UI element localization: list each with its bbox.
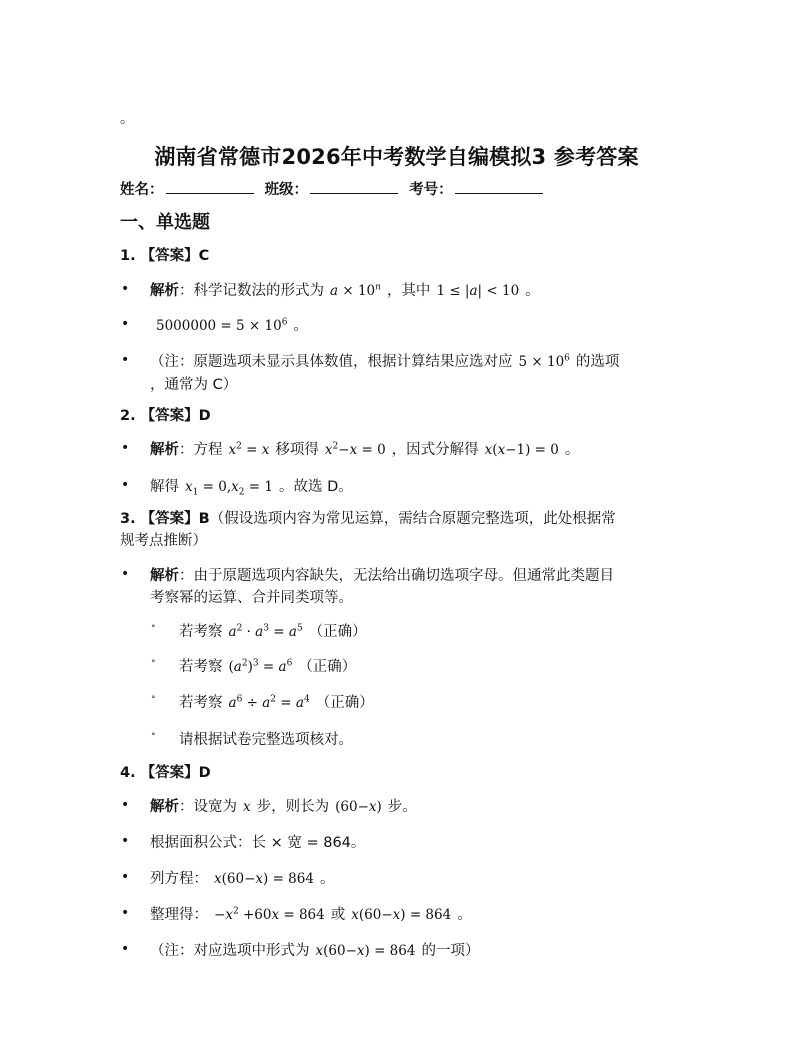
q1-calculation: $5000000 = 5 \times 10^6$ 。 <box>156 317 308 334</box>
formula: 1 ≤ |a| < 10 <box>436 283 520 299</box>
exam-no-blank[interactable] <box>455 179 543 194</box>
page-title: 湖南省常德市2026年中考数学自编模拟3 参考答案 <box>154 145 639 169</box>
bullet-icon: • <box>121 566 130 582</box>
class-blank[interactable] <box>310 179 398 194</box>
sub-bullet-icon: ° <box>151 695 156 705</box>
formula: $5 \times 10^6$ <box>518 353 570 370</box>
formula: a × 10$^n$ <box>330 282 381 299</box>
q4-explanation: 解析：设宽为 x 步，则长为 (60−x) 步。 <box>150 799 417 815</box>
name-label: 姓名： <box>120 182 164 198</box>
q1-note-line2: ，通常为 C） <box>150 377 238 393</box>
formula: $(a^2)^3 = a^6$ <box>228 658 293 675</box>
bullet-icon: • <box>121 797 130 813</box>
formula: $x^2 = x$ <box>228 441 270 458</box>
q3-explanation-line2: 考察幂的运算、合并同类项等。 <box>150 590 353 606</box>
q2-solution: 解得 $x_1 = 0,x_2 = 1$ 。故选 D。 <box>150 479 353 498</box>
formula: x <box>243 799 251 815</box>
q4-answer-heading: 4. 【答案】D <box>120 765 211 781</box>
stray-mark: 。 <box>120 111 134 127</box>
bullet-icon: • <box>121 869 130 885</box>
formula: $-x^2 +60x = 864$ <box>214 906 325 923</box>
q2-explanation: 解析：方程 $x^2 = x$ 移项得 $x^2-x = 0$ ，因式分解得 x(x−1) = 0 。 <box>150 441 580 458</box>
q4-note: （注：对应选项中形式为 x(60−x) = 864 的一项） <box>150 943 480 959</box>
bullet-icon: • <box>121 281 130 297</box>
sub-bullet-icon: ° <box>151 659 156 669</box>
formula: $x^2-x = 0$ <box>324 441 386 458</box>
bullet-icon: • <box>121 833 130 849</box>
q3-explanation: 解析：由于原题选项内容缺失，无法给出确切选项字母。但通常此类题目 <box>150 568 614 584</box>
sub-bullet-icon: ° <box>151 624 156 634</box>
sub-bullet-icon: ° <box>151 732 156 742</box>
q4-simplify: 整理得： $-x^2 +60x = 864$ 或 x(60−x) = 864 。 <box>150 906 472 923</box>
q3-case-3: 若考察 $a^6 \div a^2 = a^4$ （正确） <box>179 694 374 711</box>
q1-explanation: 解析：科学记数法的形式为 a × 10$^n$ ，其中 1 ≤ |a| < 10 。 <box>150 282 540 299</box>
q4-equation: 列方程： x(60−x) = 864 。 <box>150 871 335 887</box>
formula: (60−x) <box>335 799 382 815</box>
exam-no-label: 考号： <box>409 182 453 198</box>
formula: $a^2 \cdot a^3 = a^5$ <box>228 623 303 640</box>
formula: x(60−x) = 864 <box>315 943 416 959</box>
bullet-icon: • <box>121 941 130 957</box>
bullet-icon: • <box>121 440 130 456</box>
q3-case-2: 若考察 $(a^2)^3 = a^6$ （正确） <box>179 658 357 675</box>
q2-answer-heading: 2. 【答案】D <box>120 408 211 424</box>
formula: x(60−x) = 864 <box>214 871 314 887</box>
formula: x(60−x) = 864 <box>351 907 452 923</box>
bullet-icon: • <box>121 905 130 921</box>
q4-area-formula: 根据面积公式：长 × 宽 = 864。 <box>150 835 366 851</box>
formula: $a^6 \div a^2 = a^4$ <box>228 694 310 711</box>
student-info-line <box>120 178 549 199</box>
formula: $x_1 = 0,x_2 = 1$ <box>185 479 273 498</box>
q1-note: （注：原题选项未显示具体数值，根据计算结果应选对应 $5 \times 10^6$ 的选项 <box>150 353 620 370</box>
bullet-icon: • <box>121 352 130 368</box>
name-blank[interactable] <box>166 179 254 194</box>
formula: x(x−1) = 0 <box>484 442 559 458</box>
section-title: 一、单选题 <box>120 212 210 233</box>
q3-case-1: 若考察 $a^2 \cdot a^3 = a^5$ （正确） <box>179 623 367 640</box>
bullet-icon: • <box>121 316 130 332</box>
q3-case-check: 请根据试卷完整选项核对。 <box>179 732 353 748</box>
class-label: 班级： <box>264 182 309 198</box>
bullet-icon: • <box>121 477 130 493</box>
q1-answer-heading: 1. 【答案】C <box>120 248 210 264</box>
q3-heading-line2: 规考点推断） <box>120 533 207 549</box>
formula: $5000000 = 5 \times 10^6$ <box>156 317 288 334</box>
q3-answer-heading: 3. 【答案】B（假设选项内容为常见运算，需结合原题完整选项，此处根据常 <box>120 511 616 527</box>
